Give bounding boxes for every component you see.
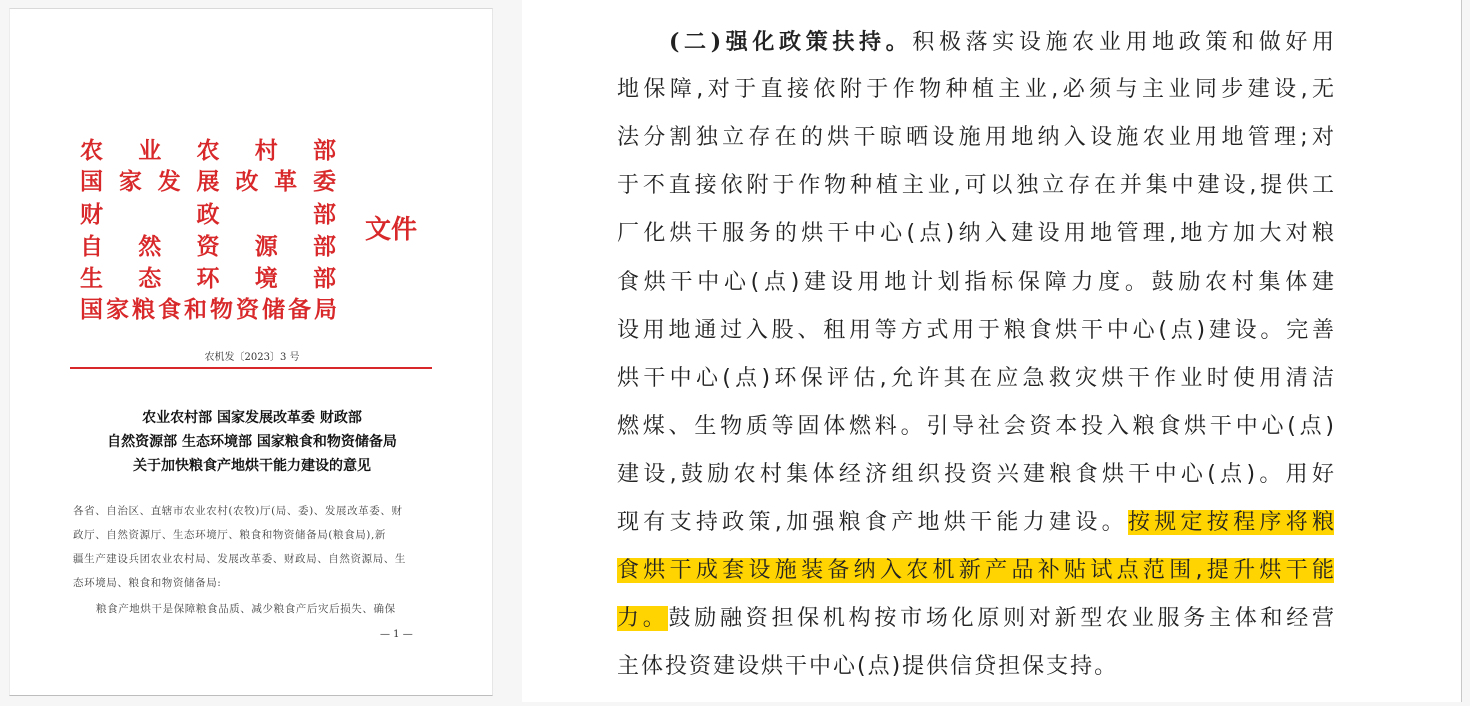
issuer-char: 农 — [80, 137, 103, 164]
body-text: 现有支持政策,加强粮食产地烘干能力建设。 — [617, 510, 1128, 535]
body-line — [617, 507, 1334, 539]
body-line — [617, 555, 1334, 587]
issuer-char: 农 — [196, 137, 220, 164]
issuer-char: 政 — [196, 201, 220, 228]
issuer-char: 环 — [196, 265, 220, 292]
body-text: 鼓励融资担保机构按市场化原则对新型农业服务主体和经营 — [668, 606, 1334, 631]
highlighted-text: 食烘干成套设施装备纳入农机新产品补贴试点范围,提升烘干能 — [617, 558, 1334, 583]
body-text: 积极落实设施农业用地政策和做好用 — [912, 30, 1334, 55]
body-line — [617, 603, 1334, 635]
issuer-char: 物 — [210, 296, 232, 323]
document-title-line: 关于加快粮食产地烘干能力建设的意见 — [133, 458, 371, 474]
issuer-char: 革 — [274, 168, 298, 195]
issuer-char: 源 — [254, 233, 278, 260]
issuer-char: 部 — [313, 201, 336, 228]
issuer-char: 资 — [236, 296, 258, 323]
issuer-char: 粮 — [132, 296, 154, 323]
document-suffix: 文件 — [365, 215, 418, 245]
highlighted-text: 力。 — [617, 606, 669, 631]
issuer-char: 局 — [314, 296, 336, 323]
body-line: 食烘干中心(点)建设用地计划指标保障力度。鼓励农村集体建 — [617, 270, 1334, 295]
document-cover-page — [9, 8, 493, 696]
issuer-char: 食 — [158, 296, 180, 323]
body-line: 建设,鼓励农村集体经济组织投资兴建粮食烘干中心(点)。用好 — [617, 462, 1334, 487]
issuer-char: 然 — [138, 233, 162, 260]
issuer-char: 发 — [157, 168, 181, 195]
issuer-char: 展 — [196, 168, 220, 195]
body-line: 地保障,对于直接依附于作物种植主业,必须与主业同步建设,无 — [617, 77, 1334, 102]
issuer-char: 村 — [254, 137, 278, 164]
body-line: 法分割独立存在的烘干晾晒设施用地纳入设施农业用地管理;对 — [617, 125, 1334, 150]
issuer-line — [80, 167, 336, 197]
issuer-char: 国 — [80, 168, 103, 195]
body-line — [669, 26, 1334, 58]
body-line: 厂化烘干服务的烘干中心(点)纳入建设用地管理,地方加大对粮 — [617, 221, 1334, 246]
issuer-line — [80, 200, 336, 230]
issuer-char: 资 — [196, 233, 220, 260]
issuer-char: 家 — [106, 296, 128, 323]
body-line: 燃煤、生物质等固体燃料。引导社会资本投入粮食烘干中心(点) — [617, 414, 1334, 439]
issuer-char: 委 — [312, 168, 336, 195]
issuer-char: 业 — [138, 137, 162, 164]
issuer-char: 国 — [80, 296, 102, 323]
addressee-line: 各省、自治区、直辖市农业农村(农牧)厅(局、委)、发展改革委、财 — [73, 505, 403, 517]
addressee-line: 疆生产建设兵团农业农村局、发展改革委、财政局、自然资源局、生 — [73, 553, 406, 565]
addressee-line: 态环境局、粮食和物资储备局: — [73, 577, 222, 589]
issuer-line — [80, 295, 336, 325]
body-line: 设用地通过入股、租用等方式用于粮食烘干中心(点)建设。完善 — [617, 318, 1334, 343]
issuer-line — [80, 232, 336, 262]
issuer-char: 生 — [80, 265, 103, 292]
body-start-line: 粮食产地烘干是保障粮食品质、减少粮食产后灾后损失、确保 — [96, 603, 396, 615]
document-title-line: 农业农村部 国家发展改革委 财政部 — [142, 410, 362, 426]
highlighted-text: 按规定按程序将粮 — [1127, 510, 1334, 535]
issuer-line — [80, 136, 336, 166]
document-number: 农机发〔2023〕3 号 — [204, 352, 300, 363]
issuer-char: 部 — [313, 265, 336, 292]
addressee-line: 政厅、自然资源厅、生态环境厅、粮食和物资储备局(粮食局),新 — [73, 529, 387, 541]
issuer-char: 境 — [254, 265, 278, 292]
issuer-line — [80, 264, 336, 294]
body-line: 烘干中心(点)环保评估,允许其在应急救灾烘干作业时使用清洁 — [617, 366, 1334, 391]
body-line: 主体投资建设烘干中心(点)提供信贷担保支持。 — [617, 654, 1119, 679]
issuer-char: 家 — [118, 168, 142, 195]
document-title-line: 自然资源部 生态环境部 国家粮食和物资储备局 — [107, 434, 397, 450]
issuer-char: 自 — [80, 233, 103, 260]
section-heading: (二)强化政策扶持。 — [669, 29, 913, 55]
page-number: — 1 — — [380, 629, 413, 640]
issuer-char: 财 — [80, 201, 103, 228]
red-divider — [70, 367, 432, 369]
body-line: 于不直接依附于作物种植主业,可以独立存在并集中建设,提供工 — [617, 173, 1334, 198]
issuer-char: 备 — [288, 296, 310, 323]
document-content-page — [522, 0, 1462, 702]
issuer-char: 改 — [235, 168, 259, 195]
issuer-char: 储 — [262, 296, 284, 323]
issuer-char: 和 — [184, 296, 206, 323]
issuer-char: 态 — [138, 265, 162, 292]
issuer-char: 部 — [313, 137, 336, 164]
issuer-char: 部 — [313, 233, 336, 260]
